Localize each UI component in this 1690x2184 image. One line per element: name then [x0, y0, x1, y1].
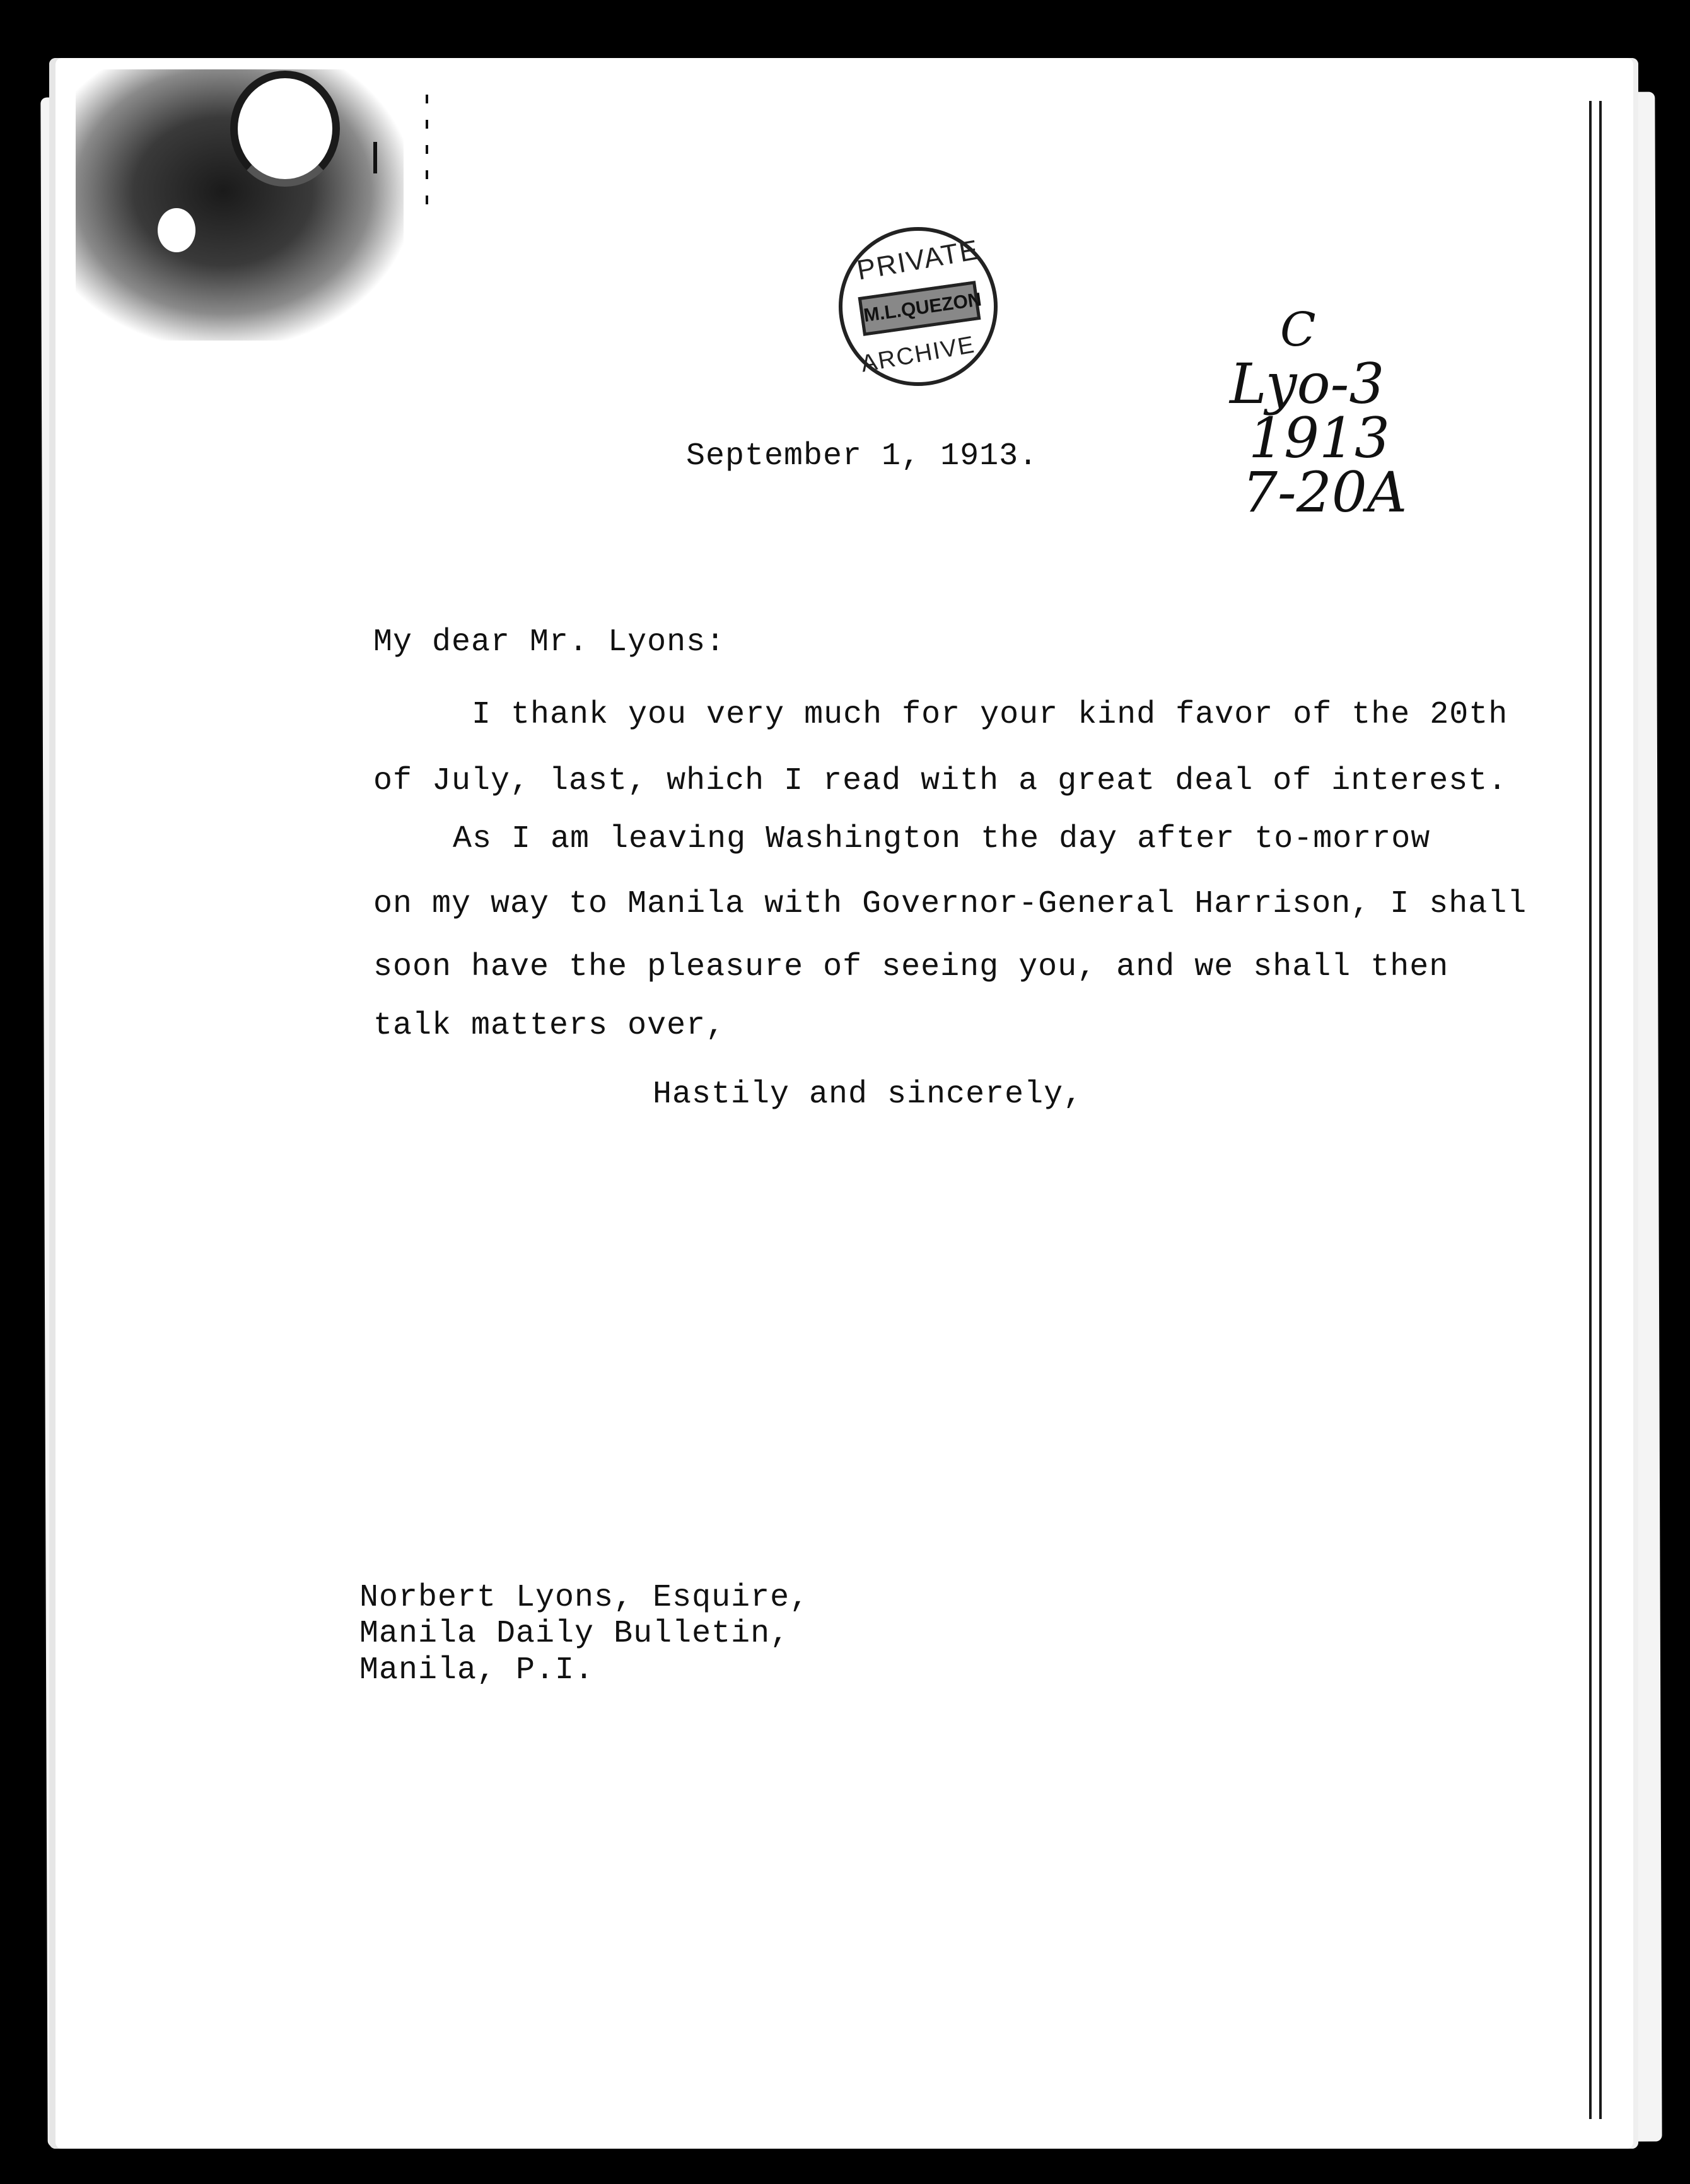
- stamp-bottom-text: ARCHIVE: [859, 331, 977, 378]
- body-line: I thank you very much for your kind favor of the 20th: [472, 697, 1508, 733]
- handwritten-note: 1913: [1249, 406, 1390, 470]
- margin-dots: [426, 95, 428, 208]
- stain-spot: [158, 208, 195, 252]
- address-line: Manila, P.I.: [359, 1652, 595, 1688]
- punch-hole: [230, 71, 340, 187]
- archive-stamp: [839, 227, 998, 386]
- address-line: Manila Daily Bulletin,: [359, 1616, 790, 1652]
- letter-date: September 1, 1913.: [686, 438, 1039, 474]
- handwritten-note: C: [1280, 303, 1316, 357]
- margin-tick: [373, 142, 377, 173]
- salutation: My dear Mr. Lyons:: [373, 624, 726, 660]
- handwritten-note: Lyo-3: [1230, 351, 1385, 416]
- closing: Hastily and sincerely,: [653, 1077, 1083, 1112]
- body-line: soon have the pleasure of seeing you, and we shall then: [373, 949, 1449, 985]
- handwritten-notes: [1230, 303, 1495, 542]
- handwritten-note: 7-20A: [1242, 460, 1407, 525]
- body-line: As I am leaving Washington the day after to-morrow: [453, 821, 1431, 857]
- stamp-top-text: PRIVATE: [854, 234, 982, 286]
- stamp-band-text: M.L.QUEZON: [858, 281, 981, 336]
- body-line: talk matters over,: [373, 1008, 726, 1044]
- page-edge: [1589, 101, 1607, 2119]
- address-line: Norbert Lyons, Esquire,: [359, 1580, 810, 1616]
- body-line: of July, last, which I read with a great deal of interest.: [373, 763, 1508, 799]
- body-line: on my way to Manila with Governor-General Harrison, I shall: [373, 886, 1527, 922]
